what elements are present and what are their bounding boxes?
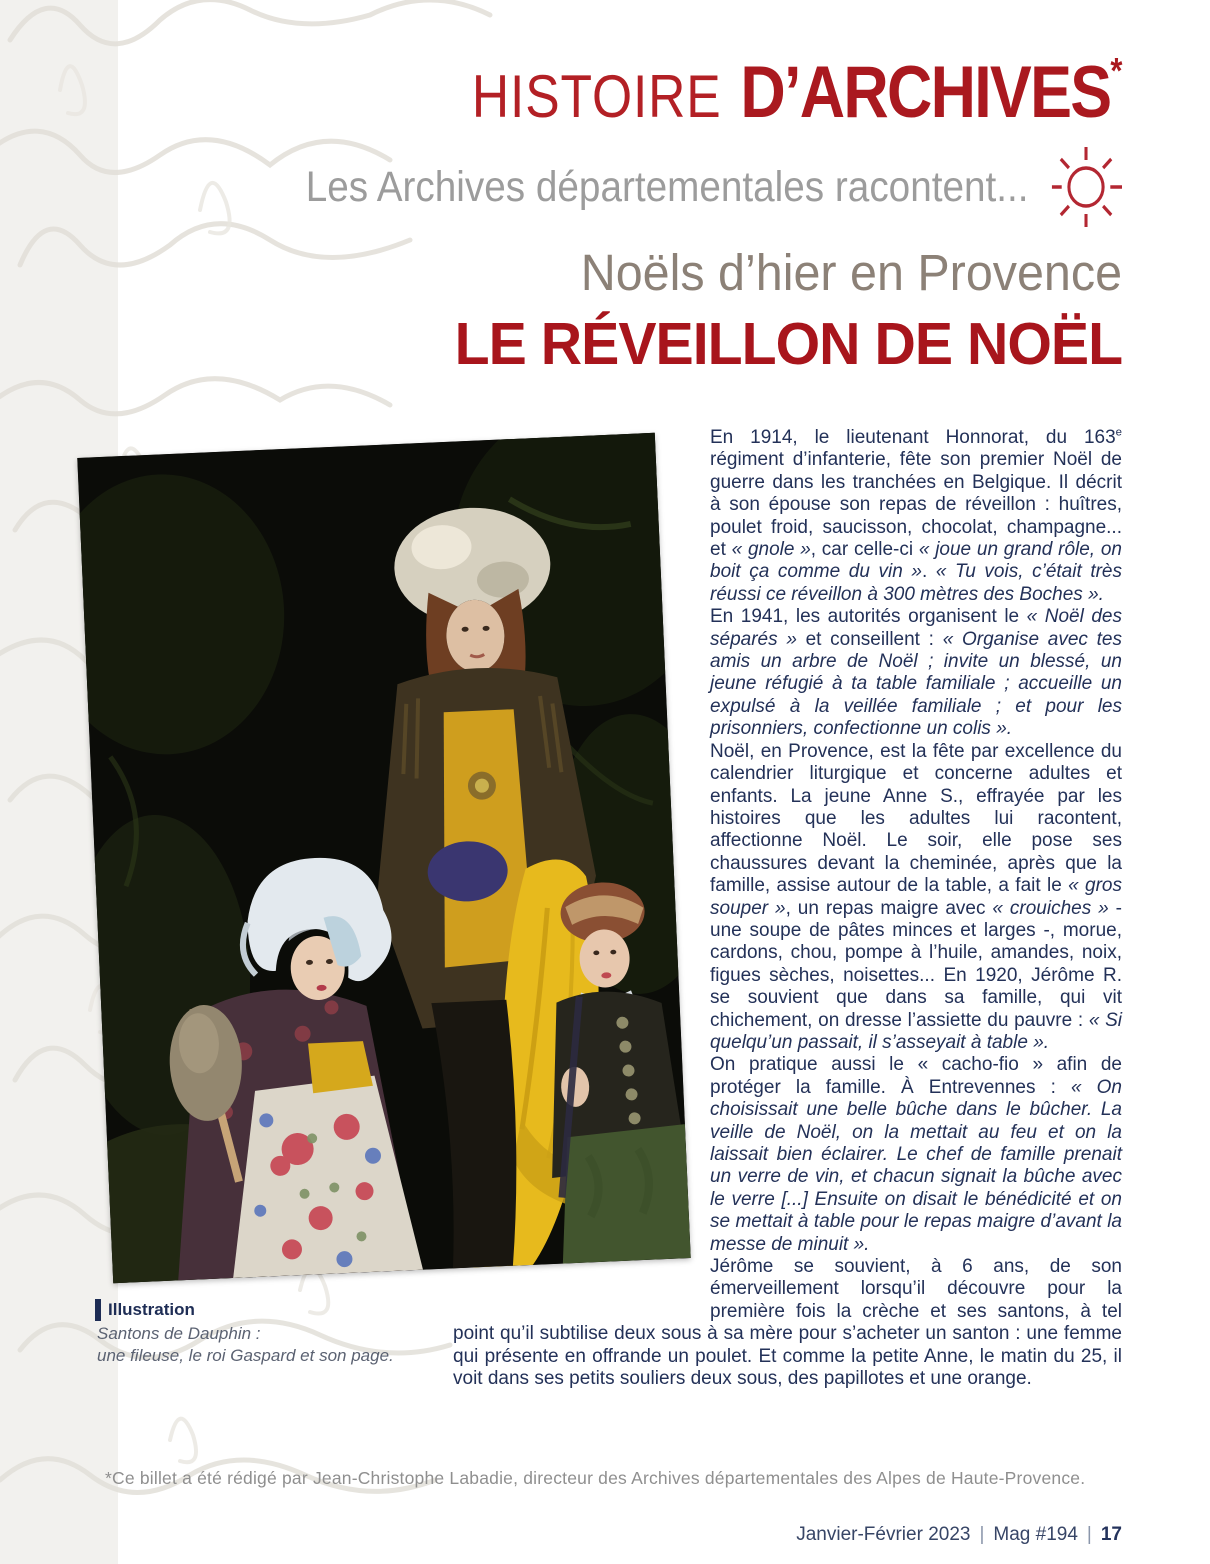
tagline-row bbox=[306, 146, 1122, 228]
footnote: *Ce billet a été rédigé par Jean-Christophe Labadie, directeur des Archives départementales des Alpes de Haute-Provence. bbox=[105, 1468, 1086, 1488]
article-body bbox=[95, 427, 1122, 1395]
kicker-asterisk: * bbox=[1109, 50, 1122, 91]
tagline-text: Les Archives départementales racontent... bbox=[305, 162, 1029, 211]
photo-caption bbox=[95, 1299, 453, 1367]
kicker-light-text: HISTOIRE bbox=[471, 63, 722, 130]
section-kicker bbox=[471, 50, 1122, 134]
article-paragraph: En 1941, les autorités organisent le « Noël des séparés » et conseillent : « Organise avec tes amis un arbre de Noël ; invite un blessé, un jeune réfugié à ta table familiale ; accueille un expulsé à la veillée familiale ; et pour les prisonniers, confectionne un colis ». bbox=[710, 606, 1122, 740]
article-title: LE RÉVEILLON DE NOËL bbox=[454, 311, 1122, 377]
footer-separator: | bbox=[1086, 1524, 1092, 1545]
footer-page-number: 17 bbox=[1100, 1524, 1122, 1545]
caption-line-2: une fileuse, le roi Gaspard et son page. bbox=[97, 1346, 394, 1365]
footer-separator: | bbox=[979, 1524, 985, 1545]
caption-bar bbox=[95, 1299, 101, 1321]
caption-label: Illustration bbox=[108, 1300, 195, 1319]
footer-mag: Mag #194 bbox=[993, 1524, 1078, 1545]
sun-icon bbox=[1052, 146, 1122, 228]
article-title-block bbox=[434, 243, 1122, 378]
page-footer bbox=[796, 1524, 1122, 1546]
article-paragraph: Noël, en Provence, est la fête par excellence du calendrier liturgique et concerne adultes et enfants. La jeune Anne S., effrayée par les histoires que les adultes lui racontent, affectionne Noël. Le soir, elle pose ses chaussures devant la cheminée, après que la famille, assise autour de la table, a fait le « gros souper », un repas maigre avec « crouiches » - une soupe de pâtes minces et larges -, morue, cardons, chou, pompe à l’huile, amandes, noix, figues sèches, noisettes... En 1920, Jérôme R. se souvient que dans sa famille, qui vit chichement, on dresse l’assiette du pauvre : « Si quelqu’un passait, il s’asseyait à table ». bbox=[710, 740, 1122, 1053]
footer-issue: Janvier-Février 2023 bbox=[796, 1524, 971, 1545]
caption-container bbox=[95, 1300, 453, 1395]
article-paragraph: En 1914, le lieutenant Honnorat, du 163e régiment d’infanterie, fête son premier Noël de guerre dans les tranchées en Belgique. Il décrit à son épouse son repas de réveillon : huîtres, poulet froid, saucisson, chocolat, champagne... et « gnole », car celle-ci « joue un grand rôle, on boit ça comme du vin ». « Tu vois, c’était très réussi ce réveillon à 300 mètres des Boches ». bbox=[710, 426, 1123, 605]
article-paragraph: On pratique aussi le « cacho-fio » afin de protéger la famille. À Entrevennes : « On choisissait une belle bûche dans le bûcher. La veille de Noël, on la mettait au feu et on la laissait bien éclairer. Le chef de famille prenait un verre de vin, et chacun signait la bûche avec le verre [...] Ensuite on disait le bénédicité et on se mettait à table pour le repas maigre d’avant la messe de minuit ». bbox=[710, 1054, 1122, 1255]
kicker-heavy-text: D’ARCHIVES bbox=[739, 52, 1110, 133]
article-paragraph: Jérôme se souvient, à 6 ans, de son émerveillement lorsqu’il découvre pour la première fois la crèche et ses santons, à tel point qu’il subtilise deux sous à sa mère pour s’acheter un santon : une femme qui présente en offrande un poulet. Et comme la petite Anne, le matin du 25, il voit dans ses petits souliers deux sous, des papillotes et une orange. bbox=[453, 1256, 1122, 1390]
photo-container bbox=[95, 427, 710, 1311]
article-subtitle: Noëls d’hier en Provence bbox=[580, 244, 1122, 301]
santons-photo-art bbox=[77, 433, 690, 1283]
santons-photo bbox=[77, 433, 690, 1283]
caption-line-1: Santons de Dauphin : bbox=[97, 1324, 261, 1343]
